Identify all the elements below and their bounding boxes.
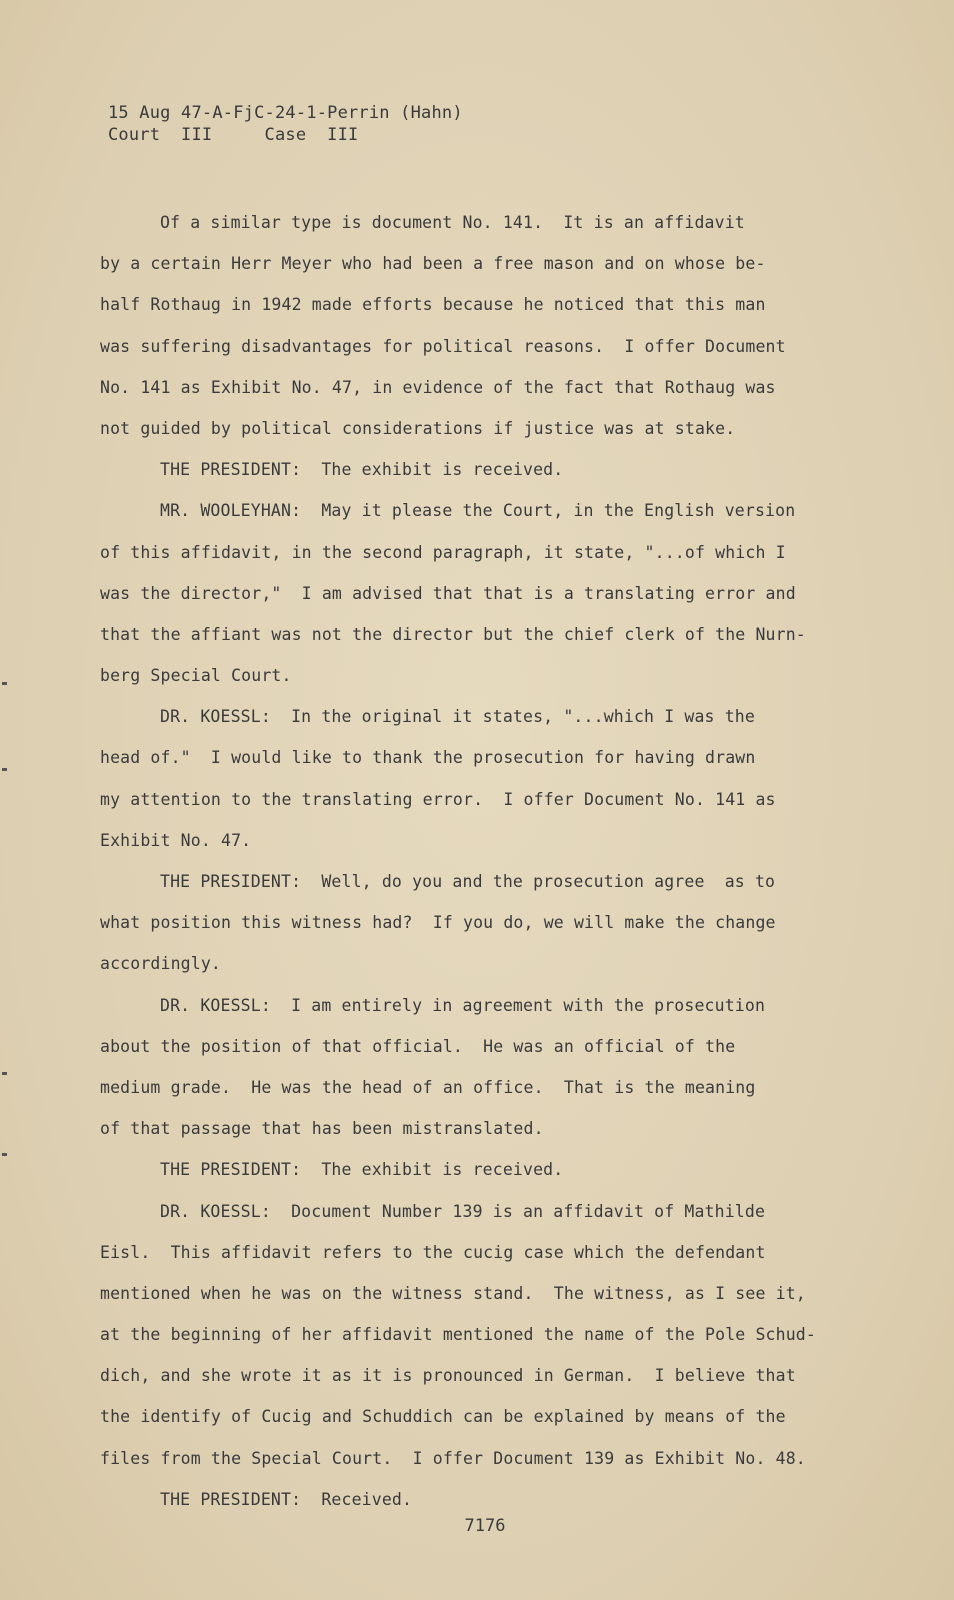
transcript-line: DR. KOESSL: In the original it states, "...which I was the <box>160 707 755 727</box>
transcript-line: Exhibit No. 47. <box>100 830 252 850</box>
transcript-line: the identify of Cucig and Schuddich can be explained by means of the <box>100 1407 786 1427</box>
page-number: 7176 <box>464 1516 506 1536</box>
transcript-line: half Rothaug in 1942 made efforts because he noticed that this man <box>100 295 766 315</box>
document-header <box>108 102 463 146</box>
transcript-line: THE PRESIDENT: The exhibit is received. <box>160 460 564 480</box>
transcript-line: medium grade. He was the head of an office. That is the meaning <box>100 1077 756 1097</box>
margin-mark <box>2 1072 7 1075</box>
transcript-line: accordingly. <box>100 954 222 974</box>
transcript-line: Of a similar type is document No. 141. It is an affidavit <box>160 213 745 232</box>
transcript-line: was the director," I am advised that that is a translating error and <box>100 583 796 603</box>
margin-mark <box>2 1153 7 1156</box>
transcript-line: MR. WOOLEYHAN: May it please the Court, in the English version <box>160 501 796 521</box>
transcript-line: No. 141 as Exhibit No. 47, in evidence of the fact that Rothaug was <box>100 377 776 397</box>
transcript-line: head of." I would like to thank the prosecution for having drawn <box>100 748 756 768</box>
transcript-line: not guided by political considerations if justice was at stake. <box>100 418 736 438</box>
transcript-line: DR. KOESSL: I am entirely in agreement with the prosecution <box>160 995 766 1015</box>
header-reference-line: 15 Aug 47-A-FjC-24-1-Perrin (Hahn) <box>108 103 463 123</box>
transcript-line: of this affidavit, in the second paragraph, it state, "...of which I <box>100 542 786 562</box>
margin-mark <box>2 768 7 771</box>
transcript-line: at the beginning of her affidavit mentioned the name of the Pole Schud- <box>100 1325 816 1345</box>
transcript-line: mentioned when he was on the witness stand. The witness, as I see it, <box>100 1283 806 1303</box>
transcript-line: berg Special Court. <box>100 666 292 686</box>
transcript-line: my attention to the translating error. I offer Document No. 141 as <box>100 789 776 809</box>
transcript-line: of that passage that has been mistranslated. <box>100 1119 544 1139</box>
header-court-case-line: Court III Case III <box>108 125 359 145</box>
transcript-line: was suffering disadvantages for political reasons. I offer Document <box>100 336 786 356</box>
transcript-body <box>100 202 830 1520</box>
transcript-line: THE PRESIDENT: Well, do you and the prosecution agree as to <box>160 872 776 891</box>
transcript-line: dich, and she wrote it as it is pronounced in German. I believe that <box>100 1366 796 1386</box>
margin-mark <box>2 682 7 685</box>
transcript-line: THE PRESIDENT: Received. <box>160 1489 413 1509</box>
transcript-line: what position this witness had? If you do, we will make the change <box>100 913 776 933</box>
transcript-line: DR. KOESSL: Document Number 139 is an affidavit of Mathilde <box>160 1201 766 1221</box>
transcript-line: by a certain Herr Meyer who had been a free mason and on whose be- <box>100 254 766 274</box>
transcript-line: that the affiant was not the director but the chief clerk of the Nurn- <box>100 624 806 644</box>
transcript-line: THE PRESIDENT: The exhibit is received. <box>160 1160 564 1180</box>
transcript-line: about the position of that official. He was an official of the <box>100 1036 736 1056</box>
transcript-line: Eisl. This affidavit refers to the cucig case which the defendant <box>100 1242 766 1262</box>
transcript-line: files from the Special Court. I offer Document 139 as Exhibit No. 48. <box>100 1448 806 1468</box>
